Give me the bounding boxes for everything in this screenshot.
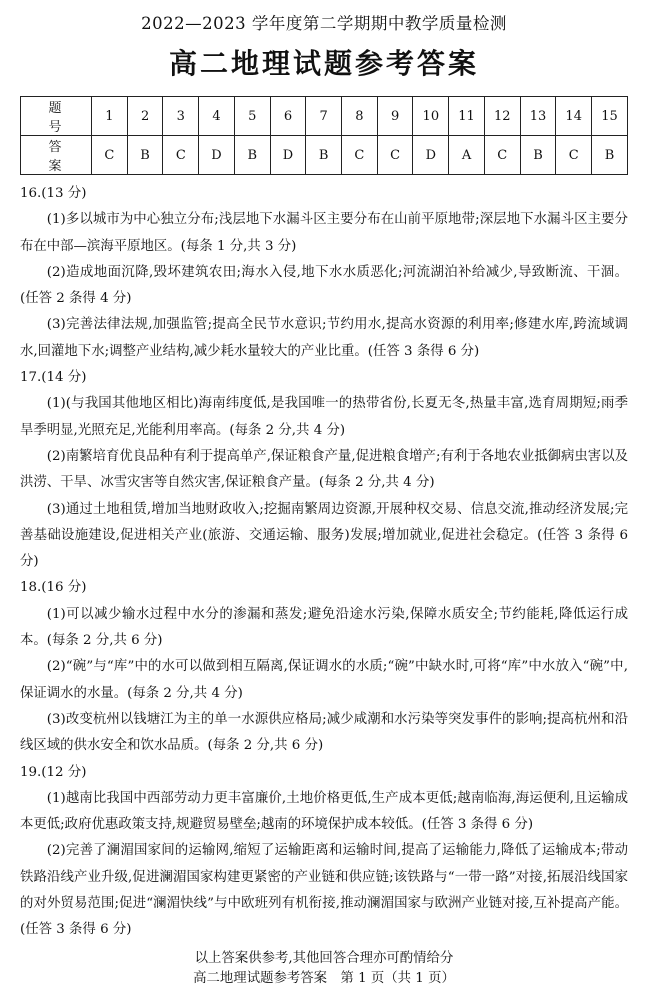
question-19-heading: 19.(12 分) [20, 764, 87, 780]
number-row-label: 题 号 [21, 97, 92, 136]
question-number-cell: 7 [306, 97, 342, 136]
number-row [21, 97, 628, 136]
answer-cell: C [556, 136, 592, 175]
answer-cell: B [234, 136, 270, 175]
question-number-cell: 1 [92, 97, 128, 136]
page-title: 高二地理试题参考答案 [168, 47, 479, 80]
question-16-heading: 16.(13 分) [20, 186, 87, 201]
question-16-part-3: (3)完善法律法规,加强监管;提高全民节水意识;节约用水,提高水资源的利用率;修建水库,跨流域调水,回灌地下水;调整产业结构,减少耗水量较大的产业比重。(任答 3 条得 6 分) [20, 317, 628, 359]
question-number-cell: 11 [449, 97, 485, 136]
answer-row [21, 136, 628, 175]
question-18-heading: 18.(16 分) [20, 580, 87, 596]
answer-cell: C [484, 136, 520, 175]
answer-cell: C [377, 136, 413, 175]
answer-table [20, 96, 628, 175]
answer-content [20, 181, 628, 944]
question-16-part-1: (1)多以城市为中心独立分布;浅层地下水漏斗区主要分布在山前平原地带;深层地下水漏斗区主要分布在中部—滨海平原地区。(每条 1 分,共 3 分) [20, 212, 628, 254]
answer-cell: B [592, 136, 628, 175]
question-number-cell: 14 [556, 97, 592, 136]
page-footer: 高二地理试题参考答案 第 1 页（共 1 页） [193, 970, 455, 986]
answer-cell: A [449, 136, 485, 175]
answer-cell: D [199, 136, 235, 175]
answer-cell: D [413, 136, 449, 175]
question-17-heading: 17.(14 分) [20, 370, 87, 386]
answer-cell: B [520, 136, 556, 175]
question-number-cell: 13 [520, 97, 556, 136]
question-number-cell: 12 [484, 97, 520, 136]
answer-cell: C [163, 136, 199, 175]
footer-note: 以上答案供参考,其他回答合理亦可酌情给分 [194, 950, 454, 966]
question-16-part-2: (2)造成地面沉降,毁坏建筑农田;海水入侵,地下水水质恶化;河流湖泊补给减少,导致断流、干涸。(任答 2 条得 4 分) [20, 264, 628, 307]
question-number-cell: 8 [342, 97, 378, 136]
question-19-part-1: (1)越南比我国中西部劳动力更丰富廉价,土地价格更低,生产成本更低;越南临海,海运便利,且运输成本更低;政府优惠政策支持,规避贸易壁垒;越南的环境保护成本较低。(任答 3 条得 6 分) [20, 790, 628, 833]
answer-cell: B [127, 136, 163, 175]
question-number-cell: 2 [127, 97, 163, 136]
question-number-cell: 4 [199, 97, 235, 136]
question-18-part-3: (3)改变杭州以钱塘江为主的单一水源供应格局;减少咸潮和水污染等突发事件的影响;提高杭州和沿线区域的供水安全和饮水品质。(每条 2 分,共 6 分) [20, 711, 628, 754]
question-number-cell: 15 [592, 97, 628, 136]
exam-header: 2022—2023 学年度第二学期期中教学质量检测 [141, 14, 507, 33]
question-number-cell: 6 [270, 97, 306, 136]
question-number-cell: 9 [377, 97, 413, 136]
question-18-part-2: (2)“碗”与“库”中的水可以做到相互隔离,保证调水的水质;“碗”中缺水时,可将“库”中水放入“碗”中,保证调水的水量。(每条 2 分,共 4 分) [20, 659, 628, 701]
answer-row-label: 答 案 [21, 136, 92, 175]
question-18-part-1: (1)可以减少输水过程中水分的渗漏和蒸发;避免沿途水污染,保障水质安全;节约能耗,降低运行成本。(每条 2 分,共 6 分) [20, 606, 628, 649]
answer-cell: C [342, 136, 378, 175]
question-number-cell: 10 [413, 97, 449, 136]
answer-cell: B [306, 136, 342, 175]
answer-cell: D [270, 136, 306, 175]
question-19-part-2: (2)完善了澜湄国家间的运输网,缩短了运输距离和运输时间,提高了运输能力,降低了运输成本;带动铁路沿线产业升级,促进澜湄国家构建更紧密的产业链和供应链;该铁路与“一带一路”对接,拓展沿线国家的对外贸易范围;促进“澜湄快线”与中欧班列有机衔接,推动澜湄国家与欧洲产业链对接,互补提高产能。(任答 3 条得 6 分) [20, 843, 628, 938]
question-17-part-2: (2)南繁培育优良品种有利于提高单产,保证粮食产量,促进粮食增产;有利于各地农业抵御病虫害以及洪涝、干旱、冰雪灾害等自然灾害,保证粮食产量。(每条 2 分,共 4 分) [20, 448, 628, 491]
question-17-part-3: (3)通过土地租赁,增加当地财政收入;挖掘南繁周边资源,开展种权交易、信息交流,推动经济发展;完善基础设施建设,促进相关产业(旅游、交通运输、服务)发展;增加就业,促进社会稳定。(任答 3 条得 6 分) [20, 501, 628, 570]
answer-cell: C [92, 136, 128, 175]
question-17-part-1: (1)(与我国其他地区相比)海南纬度低,是我国唯一的热带省份,长夏无冬,热量丰富,选育周期短;雨季旱季明显,光照充足,光能利用率高。(每条 2 分,共 4 分) [20, 396, 628, 438]
question-number-cell: 3 [163, 97, 199, 136]
question-number-cell: 5 [234, 97, 270, 136]
